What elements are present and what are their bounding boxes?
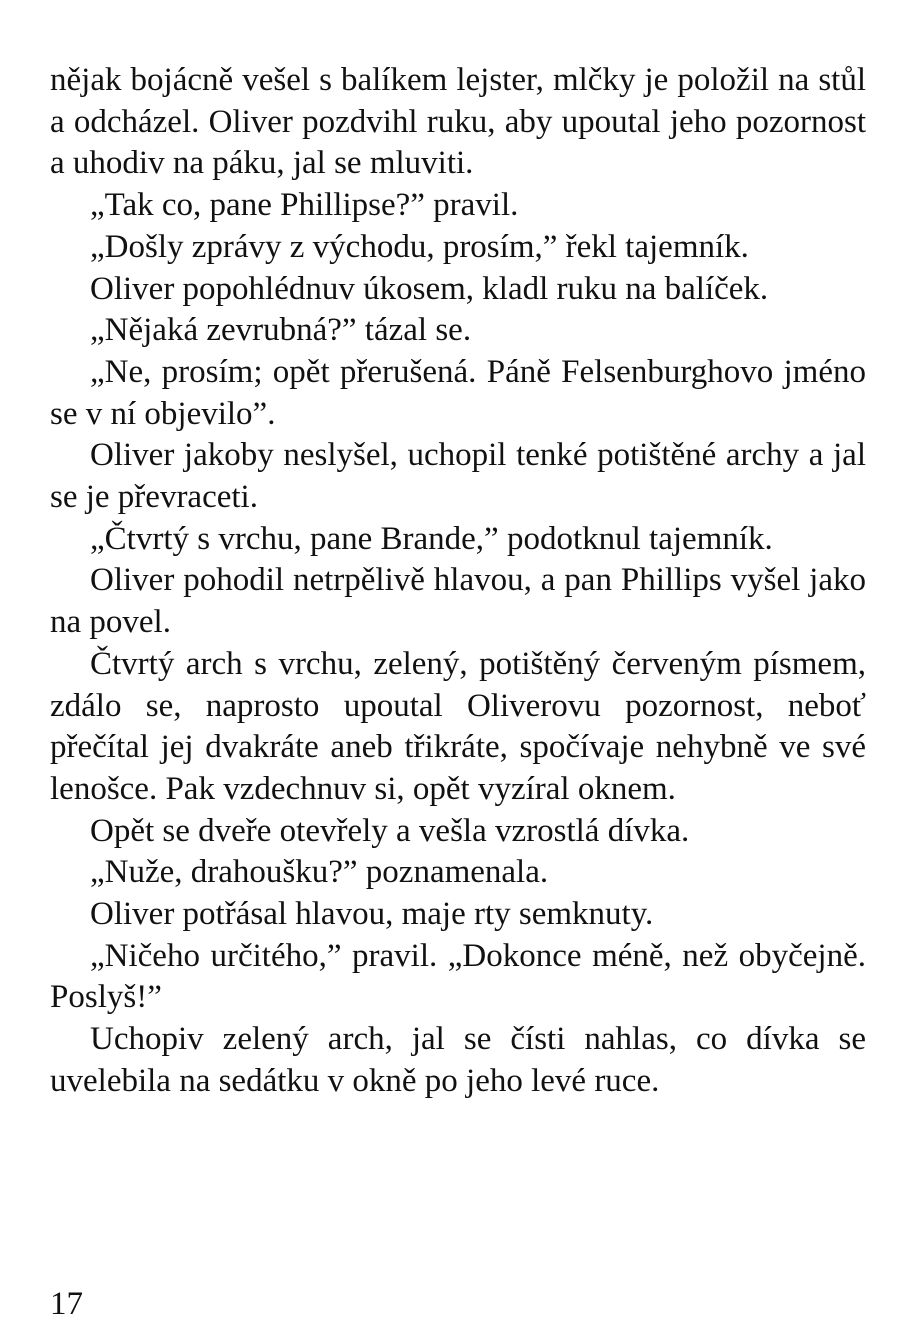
page-number: 17	[50, 1286, 83, 1322]
paragraph-13: „Ničeho určitého,” pravil. „Dokonce méně, než obyčejně. Poslyš!”	[50, 937, 866, 1016]
paragraph-11: „Nuže, drahoušku?” poznamenala.	[90, 854, 549, 891]
paragraph-7: „Čtvrtý s vrchu, pane Brande,” podotknul tajemník.	[90, 520, 773, 557]
paragraph-8: Oliver pohodil netrpělivě hlavou, a pan Phillips vyšel jako na povel.	[50, 562, 866, 641]
paragraph-10: Opět se dveře otevřely a vešla vzrostlá dívka.	[90, 812, 690, 849]
paragraph-2: „Došly zprávy z východu, prosím,” řekl tajemník.	[90, 228, 749, 265]
paragraph-5: „Ne, prosím; opět přerušená. Páně Felsenburghovo jméno se v ní objevilo”.	[50, 353, 866, 432]
paragraph-0: nějak bojácně vešel s balíkem lejster, mlčky je položil na stůl a odcházel. Oliver pozdvihl ruku, aby upoutal jeho pozornost a uhodiv na páku, jal se mluviti.	[50, 62, 866, 182]
paragraph-9: Čtvrtý arch s vrchu, zelený, potištěný červeným písmem, zdálo se, naprosto upoutal Oliverovu pozornost, neboť přečítal jej dvakráte aneb třikráte, spočívaje nehybně ve své lenošce. Pak vzdechnuv si, opět vyzíral oknem.	[50, 645, 866, 807]
paragraph-3: Oliver popohlédnuv úkosem, kladl ruku na balíček.	[90, 270, 769, 307]
paragraph-4: „Nějaká zevrubná?” tázal se.	[90, 312, 472, 349]
paragraph-14: Uchopiv zelený arch, jal se čísti nahlas, co dívka se uvelebila na sedátku v okně po jeho levé ruce.	[50, 1021, 866, 1099]
book-page-text	[50, 60, 866, 1103]
paragraph-1: „Tak co, pane Phillipse?” pravil.	[90, 187, 519, 224]
paragraph-12: Oliver potřásal hlavou, maje rty semknuty.	[90, 896, 654, 933]
paragraph-6: Oliver jakoby neslyšel, uchopil tenké potištěné archy a jal se je převraceti.	[50, 437, 866, 516]
